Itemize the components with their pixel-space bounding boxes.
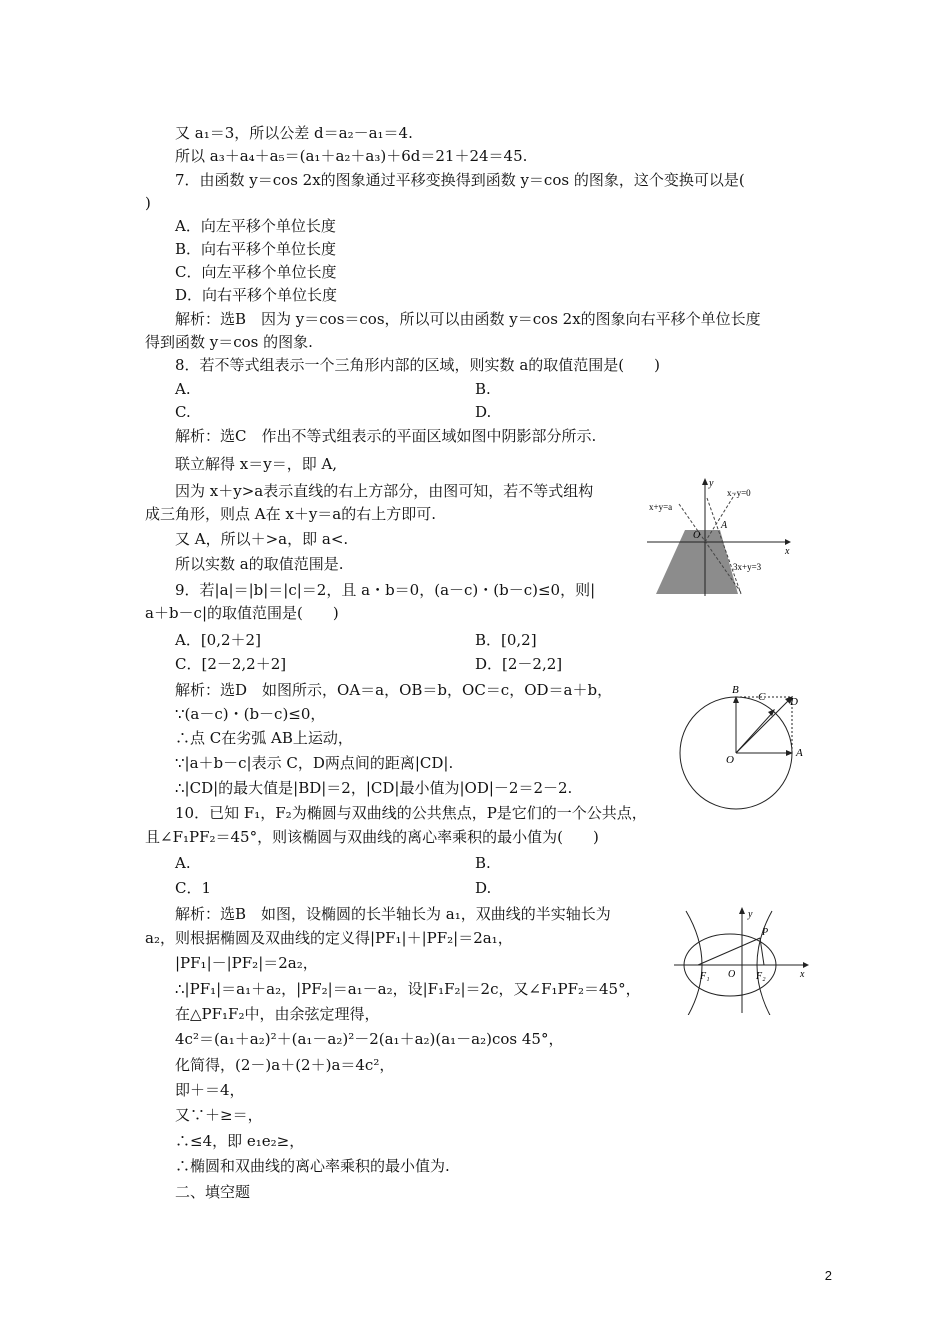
text-line: 所以 a₃＋a₄＋a₅＝(a₁＋a₂＋a₃)＋6d＝21＋24＝45. [175,147,528,165]
label-d: D [790,696,798,708]
inequality-region-figure [645,476,795,601]
text-line: A．向左平移个单位长度 [175,217,336,235]
text-line: ∵|a＋b－c|表示 C，D两点间的距离|CD|. [175,754,454,772]
text-line: 因为 x＋y>a表示直线的右上方部分，由图可知，若不等式组构 [175,482,594,500]
hyperbola-left-branch [686,911,702,1015]
text-line: 得到函数 y＝cos 的图象. [145,333,313,351]
label-b: B [732,684,739,696]
text-line: 化简得，(2－)a＋(2＋)a＝4c²， [175,1056,395,1074]
label-x-minus-y: x−y=0 [727,488,751,498]
label-x-plus-y-a: x+y=a [649,502,673,512]
x-axis-arrow [785,539,791,545]
label-origin: O [693,530,701,541]
text-line: 在△PF₁F₂中，由余弦定理得， [175,1005,380,1023]
label-y: y [709,478,714,489]
text-line: B. [475,854,491,872]
text-line: D．向右平移个单位长度 [175,286,338,304]
text-line: D．[2－2,2] [475,655,563,673]
circle-vector-figure [676,680,812,815]
text-line: ∴椭圆和双曲线的离心率乘积的最小值为. [175,1157,450,1175]
segment-pf2 [760,938,764,965]
label-x: x [800,969,805,980]
text-line: A．[0,2＋2] [175,631,261,649]
text-line: 又 a₁＝3，所以公差 d＝a₂－a₁＝4. [175,124,413,142]
text-line: 7．由函数 y＝cos 2x的图象通过平移变换得到函数 y＝cos 的图象，这个变换可以是( [175,171,745,189]
page-number: 2 [824,1268,832,1283]
text-line: C. [175,403,191,421]
text-line: 二、填空题 [175,1183,251,1201]
text-line: A. [175,854,191,872]
ellipse-hyperbola-figure [672,905,817,1015]
label-p: P [762,927,769,938]
label-x: x [785,546,790,557]
label-c: C [758,691,766,703]
text-line: 4c²＝(a₁＋a₂)²＋(a₁－a₂)²－2(a₁＋a₂)(a₁－a₂)cos 45°， [175,1030,564,1048]
text-line: a＋b－c|的取值范围是( ) [145,604,339,622]
y-axis-arrow [739,907,745,914]
text-line: 8．若不等式组表示一个三角形内部的区域，则实数 a的取值范围是( ) [175,356,660,374]
text-line: B．[0,2] [475,631,537,649]
text-line: 又 A，所以＋>a，即 a<. [175,530,349,548]
label-point-a: A [721,520,728,531]
text-line: D. [475,403,492,421]
text-line: ∴|CD|的最大值是|BD|＝2，|CD|最小值为|OD|－2＝2－2. [175,779,573,797]
text-line: 即＋＝4， [175,1081,245,1099]
text-line: 成三角形，则点 A在 x＋y＝a的右上方即可. [145,505,437,523]
label-3x-plus-y: 3x+y=3 [733,562,762,572]
text-line: ∴|PF₁|＝a₁＋a₂，|PF₂|＝a₁－a₂，设|F₁F₂|＝2c，又∠F₁PF₂＝45°， [175,980,641,998]
text-line: 且∠F₁PF₂＝45°，则该椭圆与双曲线的离心率乘积的最小值为( ) [145,828,599,846]
text-line: 解析：选D 如图所示，OA＝a，OB＝b，OC＝c，OD＝a＋b， [175,681,613,699]
label-f1: F₁ [700,971,710,982]
text-line: a₂，则根据椭圆及双曲线的定义得|PF₁|＋|PF₂|＝2a₁， [145,929,513,947]
text-line: B. [475,380,491,398]
text-line: C．向左平移个单位长度 [175,263,337,281]
text-line: 又∵＋≥＝， [175,1106,263,1124]
text-line: ∵(a－c)・(b－c)≤0， [175,705,326,723]
label-origin: O [728,969,736,980]
label-y: y [748,909,753,920]
segment-pf1 [698,938,760,965]
text-line: ) [145,194,151,212]
text-line: ∴点 C在劣弧 AB上运动， [175,729,353,747]
text-line: |PF₁|－|PF₂|＝2a₂， [175,954,318,972]
text-line: 解析：选B 如图，设椭圆的长半轴长为 a₁，双曲线的半实轴长为 [175,905,611,923]
text-line: 所以实数 a的取值范围是. [175,555,344,573]
x-axis-arrow [803,962,809,968]
text-line: A. [175,380,191,398]
text-line: 10．已知 F₁，F₂为椭圆与双曲线的公共焦点，P是它们的一个公共点， [175,804,647,822]
label-a: A [796,747,803,759]
text-line: C．[2－2,2＋2] [175,655,287,673]
text-line: 解析：选B 因为 y＝cos＝cos，所以可以由函数 y＝cos 2x的图象向右平移个单位长度 [175,310,761,328]
text-line: 解析：选C 作出不等式组表示的平面区域如图中阴影部分所示. [175,427,597,445]
text-line: B．向右平移个单位长度 [175,240,337,258]
text-line: 联立解得 x＝y＝，即 A, [175,455,338,473]
text-line: C．1 [175,879,212,897]
text-line: 9．若|a|＝|b|＝|c|＝2，且 a・b＝0，(a－c)・(b－c)≤0，则| [175,581,596,599]
text-line: ∴≤4，即 e₁e₂≥， [175,1132,305,1150]
y-axis-arrow [702,478,708,485]
vector-od [736,697,792,753]
label-origin: O [726,754,734,766]
label-f2: F₂ [756,971,766,982]
text-line: D. [475,879,492,897]
